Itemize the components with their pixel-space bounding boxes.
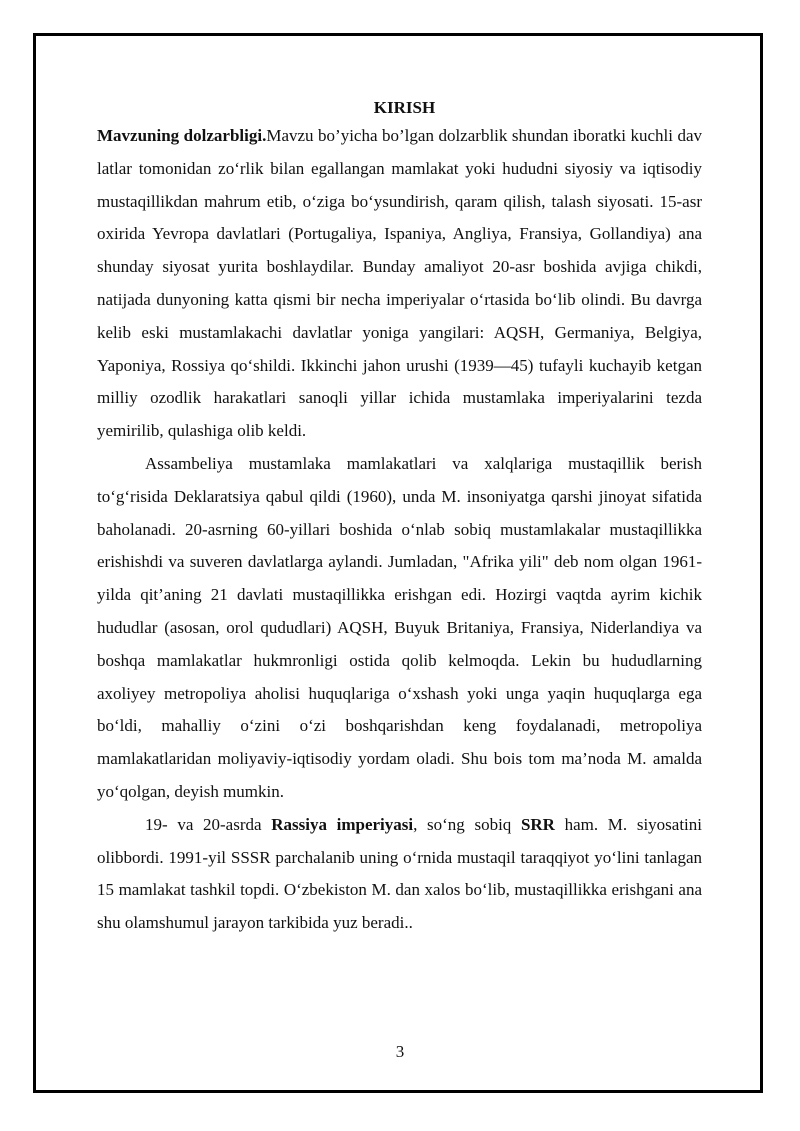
page-number: 3 <box>395 1042 405 1061</box>
assembly-text: Assambeliya mustamlaka mamlakatlari va xalqlariga mustaqillik berish toʻgʻrisida Deklaratsiya qabul qildi (1960), unda M. insoniyatga qarshi jinoyat sifatida baholanadi. 20-asrning 60-yillari boshida oʻnlab sobiq mustamlakalar mustaqillikka erishishdi va suveren davlatlarga aylandi. Jumladan, "Afrika yili" deb nom olgan 1961-yilda qit’aning 21 davlati mustaqillikka erishgan edi. Hozirgi vaqtda ayrim kichik hududlar (asosan, orol qududlari) AQSH, Buyuk Britaniya, Fransiya, Niderlandiya va boshqa mamlakatlar hukmronligi ostida qolib kelmoqda. Lekin bu hududlarning axoliyey metropoliya aholisi huquqlariga oʻxshash yoki unga yaqin huquqlarga ega boʻldi, mahalliy oʻzini oʻzi boshqarishdan keng foydalanadi, metropoliya mamlakatlaridan moliyaviy-iqtisodiy yordam oladi. Shu bois tom ma’noda M. amalda yoʻqolgan, deyish mumkin. <box>97 453 702 801</box>
document-body <box>97 96 702 940</box>
russia-text-1: 19- va 20-asrda <box>145 814 272 834</box>
russia-empire-term: Rassiya imperiyasi <box>271 814 414 834</box>
relevance-text: Mavzu bo’yicha bo’lgan dolzarblik shundan iboratki kuchli dav latlar tomonidan zoʻrlik bilan egallangan mamlakat yoki hududni siyosiy va iqtisodiy mustaqillikdan mahrum etib, oʻziga boʻysundirish, qaram qilish, talash siyosati. 15-asr oxirida Yevropa davlatlari (Portugaliya, Ispaniya, Angliya, Fransiya, Gollandiya) ana shunday siyosat yurita boshlaydilar. Bunday amaliyot 20-asr boshida avjiga chikdi, natijada dunyoning katta qismi bir necha imperiyalar oʻrtasida boʻlib olindi. Bu davrga kelib eski mustamlakachi davlatlar yoniga yangilari: AQSH, Germaniya, Belgiya, Yaponiya, Rossiya qoʻshildi. Ikkinchi jahon urushi (1939—45) tufayli kuchayib ketgan milliy ozodlik harakatlari sanoqli yillar ichida mustamlaka imperiyalarini tezda yemirilib, qulashiga olib keldi. <box>97 126 702 441</box>
paragraph-assembly <box>97 448 702 809</box>
paragraph-russia <box>97 809 702 940</box>
srr-term: SRR <box>520 814 555 834</box>
russia-text-2: , soʻng sobiq <box>413 814 521 834</box>
russia-text-3: ham. M. siyosatini olibbordi. 1991-yil SSSR parchalanib uning oʻrnida mustaqil taraqqiyot yoʻlini tanlagan 15 mamlakat tashkil topdi. Oʻzbekiston M. dan xalos boʻlib, mustaqillikka erishgani ana shu olamshumul jarayon tarkibida yuz beradi.. <box>97 814 702 933</box>
page-title: KIRISH <box>373 98 436 117</box>
relevance-heading: Mavzuning dolzarbligi. <box>97 126 267 145</box>
paragraph-relevance <box>97 120 702 448</box>
